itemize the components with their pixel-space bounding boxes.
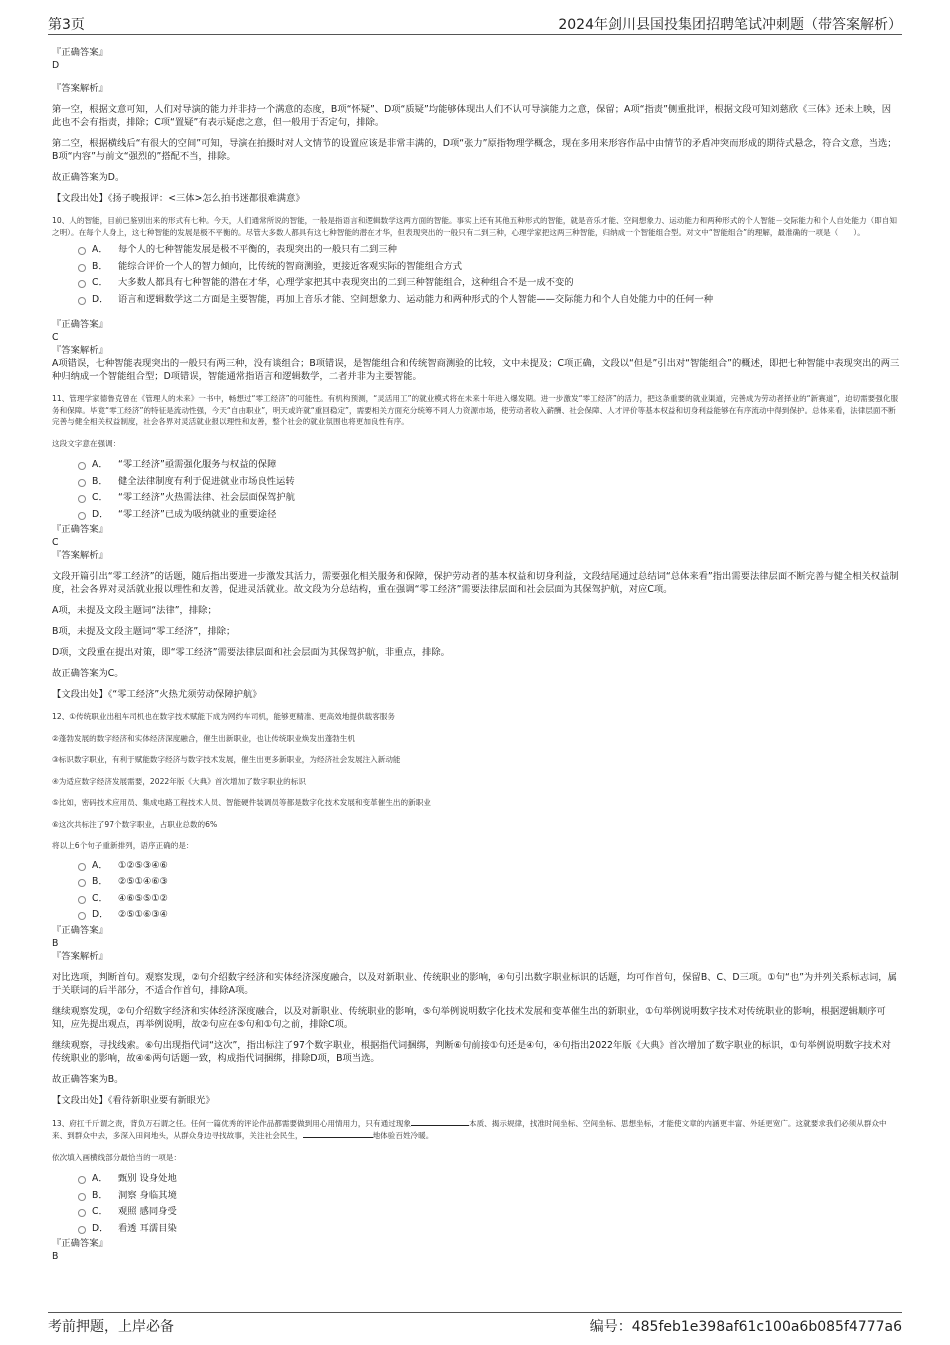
page-number: 第3页: [48, 17, 85, 33]
answer-value: D: [52, 60, 60, 71]
option-c[interactable]: C． ④⑥⑤⑤①②: [78, 891, 900, 908]
analysis-paragraph: 文段开篇引出“零工经济”的话题，随后指出要进一步激发其活力，需要强化相关服务和保障，保护劳动者的基本权益和切身利益，文段结尾通过总结词“总体来看”指出需要法律层面不断完善与健全相关权益制度，社会各界对灵活就业报以理性和友善，促进灵活就业。故文段为分总结构，重在强调“零工经济”需要法律层面和社会层面为其保驾护航，对应C项。: [52, 571, 899, 595]
footer-slogan: 考前押题，上岸必备: [48, 1319, 174, 1335]
option-c[interactable]: C． 观照 感同身受: [78, 1204, 900, 1221]
options-list: [52, 242, 900, 308]
radio-icon[interactable]: [78, 863, 86, 871]
radio-icon[interactable]: [78, 1226, 86, 1234]
question-ask: 将以上6个句子重新排列，语序正确的是：: [52, 841, 194, 850]
fill-blank-1: [411, 1117, 469, 1126]
analysis-label: 『答案解析』: [52, 83, 108, 94]
sentence-3: ③标识数字职业，有利于赋能数字经济与数字技术发展，催生出更多新职业，为经济社会发展注入新动能: [52, 755, 401, 764]
answer-value: C: [52, 537, 59, 548]
radio-icon[interactable]: [78, 912, 86, 920]
analysis-paragraph: 对比选项，判断首句。观察发现，②句介绍数字经济和实体经济深度融合，以及对新职业、传统职业的影响，④句引出数字职业标识的话题，均可作首句，保留B、C、D三项。①句“也”为并列关系标志词，属于关联词的后半部分，不适合作首句，排除A项。: [52, 971, 897, 996]
question-ask: 依次填入画横线部分最恰当的一项是：: [52, 1152, 182, 1162]
option-c[interactable]: C． “零工经济”火热需法律、社会层面保驾护航: [78, 490, 900, 507]
question-stem: 10、人的智能，目前已鉴别出来的形式有七种。今天，人们通常所说的智能，一般是指语言和逻辑数学这两方面的智能。事实上还有其他五种形式的智能，就是音乐才能、空间想象力、运动能力和两种形式的个人智能－交际能力和个人自处能力（即自知之明）。在每个人身上，这七种智能的发展是极不平衡的。尽管大多数人都具有这七种智能的潜在才华，但表现突出的一般只有二到三种，心理学家把这两三种智能，归纳成一个智能组合型。对文中“智能组合”的理解，最准确的一项是（ ）。: [52, 216, 897, 237]
radio-icon[interactable]: [78, 462, 86, 470]
answer-label: 『正确答案』: [52, 319, 108, 330]
answer-label: 『正确答案』: [52, 47, 108, 58]
option-d[interactable]: D． ②⑤①⑥③④: [78, 907, 900, 924]
radio-icon[interactable]: [78, 1209, 86, 1217]
question-stem: 11、管理学家德鲁克曾在《管理人的未来》一书中，畅想过“零工经济”的可能性。有机构预测，“灵活用工”的就业模式将在未来十年进入爆发期。进一步激发“零工经济”的活力，把这条重要的就业渠道，完善成为劳动者择业的“新赛道”，迫切需要强化服务和保障。毕竟“零工经济”的特征是流动性强，今天“自由职业”，明天或许就“重回稳定”，需要相关方面充分统筹不同人力资源市场，使劳动者收入薪酬、社会保障、人才评价等基本权益和切身利益能够在有序流动中得到保护。总体来看，法律层面不断完善与健全相关权益制度，社会各界对灵活就业报以理性和友善，整个社会的就业氛围也将更加良性有序。: [52, 394, 899, 426]
analysis-paragraph: 继续观察发现，②句介绍数字经济和实体经济深度融合，以及对新职业、传统职业的影响，⑤句举例说明数字化技术发展和变革催生出的新职业，①句举例说明数字技术对传统职业的影响，根据逻辑顺序可知，应先提出观点，再举例说明，故②句应在⑤句和①句之前，排除C项。: [52, 1005, 886, 1030]
option-b[interactable]: B． ②⑤①④⑥③: [78, 874, 900, 891]
answer-value: C: [52, 332, 59, 343]
question-ask: 这段文字意在强调：: [52, 438, 121, 448]
document-title: 2024年剑川县国投集团招聘笔试冲刺题（带答案解析）: [558, 17, 902, 33]
radio-icon[interactable]: [78, 247, 86, 255]
radio-icon[interactable]: [78, 297, 86, 305]
analysis-label: 『答案解析』: [52, 345, 108, 356]
analysis-paragraph: A项错误，七种智能表现突出的一般只有两三种，没有谈组合；B项错误，是智能组合和传统智商测验的比较，文中未提及；C项正确，文段以“但是”引出对“智能组合”的概述，即把七种智能中表现突出的两三种归纳成一个智能组合型；D项错误，智能通常指语言和逻辑数学，二者并非为主要智能。: [52, 358, 900, 382]
radio-icon[interactable]: [78, 280, 86, 288]
radio-icon[interactable]: [78, 879, 86, 887]
page-footer: [48, 1312, 902, 1335]
radio-icon[interactable]: [78, 264, 86, 272]
radio-icon[interactable]: [78, 896, 86, 904]
option-c[interactable]: C． 大多数人都具有七种智能的潜在才华，心理学家把其中表现突出的二到三种智能组合，这种组合不是一成不变的: [78, 275, 900, 292]
analysis-paragraph: B项，未提及文段主题词“零工经济”，排除；: [52, 626, 236, 637]
option-a[interactable]: A． 每个人的七种智能发展是极不平衡的，表现突出的一般只有二到三种: [78, 242, 900, 259]
option-a[interactable]: A． 甄别 设身处地: [78, 1171, 900, 1188]
sentence-4: ④为适应数字经济发展需要，2022年版《大典》首次增加了数字职业的标识: [52, 776, 306, 786]
source-citation: 【文段出处】《扬子晚报评：<三体>怎么拍书迷都很难满意》: [52, 193, 305, 204]
radio-icon[interactable]: [78, 512, 86, 520]
answer-value: B: [52, 937, 59, 949]
analysis-label: 『答案解析』: [52, 550, 108, 561]
sentence-1: 12、①传统职业出租车司机也在数字技术赋能下成为网约车司机，能够更精准、更高效地提供载客服务: [52, 712, 395, 721]
source-citation: 【文段出处】《“零工经济”火热尤须劳动保障护航》: [52, 689, 262, 700]
options-list: [52, 457, 900, 523]
page-header: [48, 14, 902, 35]
conclusion: 故正确答案为B。: [52, 1073, 124, 1085]
option-d[interactable]: D． 看透 耳濡目染: [78, 1221, 900, 1238]
option-a[interactable]: A． ①②⑤③④⑥: [78, 858, 900, 875]
analysis-paragraph: D项，文段重在提出对策，即“零工经济”需要法律层面和社会层面为其保驾护航，非重点，排除。: [52, 647, 450, 658]
option-b[interactable]: B． 健全法律制度有利于促进就业市场良性运转: [78, 474, 900, 491]
sentence-5: ⑤比如，密码技术应用员、集成电路工程技术人员、智能硬件装调员等都是数字化技术发展和变革催生出的新职业: [52, 798, 431, 807]
option-a[interactable]: A． “零工经济”亟需强化服务与权益的保障: [78, 457, 900, 474]
option-d[interactable]: D． “零工经济”已成为吸纳就业的重要途径: [78, 507, 900, 524]
sentence-2: ②蓬勃发展的数字经济和实体经济深度融合，催生出新职业，也让传统职业焕发出蓬勃生机: [52, 733, 355, 743]
answer-label: 『正确答案』: [52, 524, 108, 535]
radio-icon[interactable]: [78, 495, 86, 503]
question-stem: 13、府扛千斤谓之责，背负万石谓之任。任何一篇优秀的评论作品都需要做到用心用情用力，只有通过现象 本质、揭示规律，找准时间坐标、空间坐标、思想坐标，才能使文章的内涵更丰富、外延更宽广。这就要求我们必须从群众中来、到群众中去，多深入田间地头，从群众身边寻找故事，关注社会民生， 地体验百姓冷暖。: [52, 1118, 887, 1140]
analysis-paragraph: A项，未提及文段主题词“法律”，排除；: [52, 605, 217, 616]
answer-value: B: [52, 1251, 59, 1262]
document-body: [52, 46, 900, 1263]
fill-blank-2: [303, 1129, 373, 1138]
answer-label: 『正确答案』: [52, 1238, 108, 1249]
option-b[interactable]: B． 洞察 身临其境: [78, 1188, 900, 1205]
radio-icon[interactable]: [78, 1176, 86, 1184]
sentence-6: ⑥这次共标注了97个数字职业，占职业总数的6%: [52, 819, 218, 829]
analysis-paragraph: 继续观察，寻找线索。⑥句出现指代词“这次”，指出标注了97个数字职业，根据指代词捆绑，判断⑥句前接①句还是④句，④句指出2022年版《大典》首次增加了数字职业的标识，①句举例说明数字技术对传统职业的影响，故④⑥两句话题一致，构成指代词捆绑，排除D项，B项当选。: [52, 1039, 891, 1064]
analysis-paragraph: 第二空，根据横线后“有很大的空间”可知，导演在拍摄时对人文情节的设置应该是非常丰满的，D项“张力”原指物理学概念，现在多用来形容作品中由情节的矛盾冲突而形成的期待式悬念，符合文意，当选；B项“内容”与前文“强烈的”搭配不当，排除。: [52, 138, 897, 162]
conclusion: 故正确答案为C。: [52, 668, 124, 679]
conclusion: 故正确答案为D。: [52, 172, 125, 183]
analysis-paragraph: 第一空，根据文意可知，人们对导演的能力并非持一个满意的态度，B项“怀疑”、D项“质疑”均能够体现出人们不认可导演能力之意，保留；A项“指责”侧重批评，根据文段可知刘慈欣《三体》还未上映，因此也不会有指责，排除；C项“置疑”有表示疑虑之意，但一般用于否定句，排除。: [52, 104, 892, 128]
radio-icon[interactable]: [78, 1193, 86, 1201]
radio-icon[interactable]: [78, 479, 86, 487]
answer-label: 『正确答案』: [52, 924, 108, 936]
options-list: [52, 1171, 900, 1237]
source-citation: 【文段出处】《看待新职业要有新眼光》: [52, 1094, 215, 1106]
option-b[interactable]: B． 能综合评价一个人的智力倾向，比传统的智商测验，更接近客观实际的智能组合方式: [78, 259, 900, 276]
document-code: 编号：485feb1e398af61c100a6b085f4777a6: [589, 1319, 902, 1335]
options-list: [52, 858, 900, 924]
analysis-label: 『答案解析』: [52, 950, 108, 962]
option-d[interactable]: D． 语言和逻辑数学这二方面是主要智能，再加上音乐才能、空间想象力、运动能力和两种形式的个人智能——交际能力和个人自处能力中的任何一种: [78, 292, 900, 309]
